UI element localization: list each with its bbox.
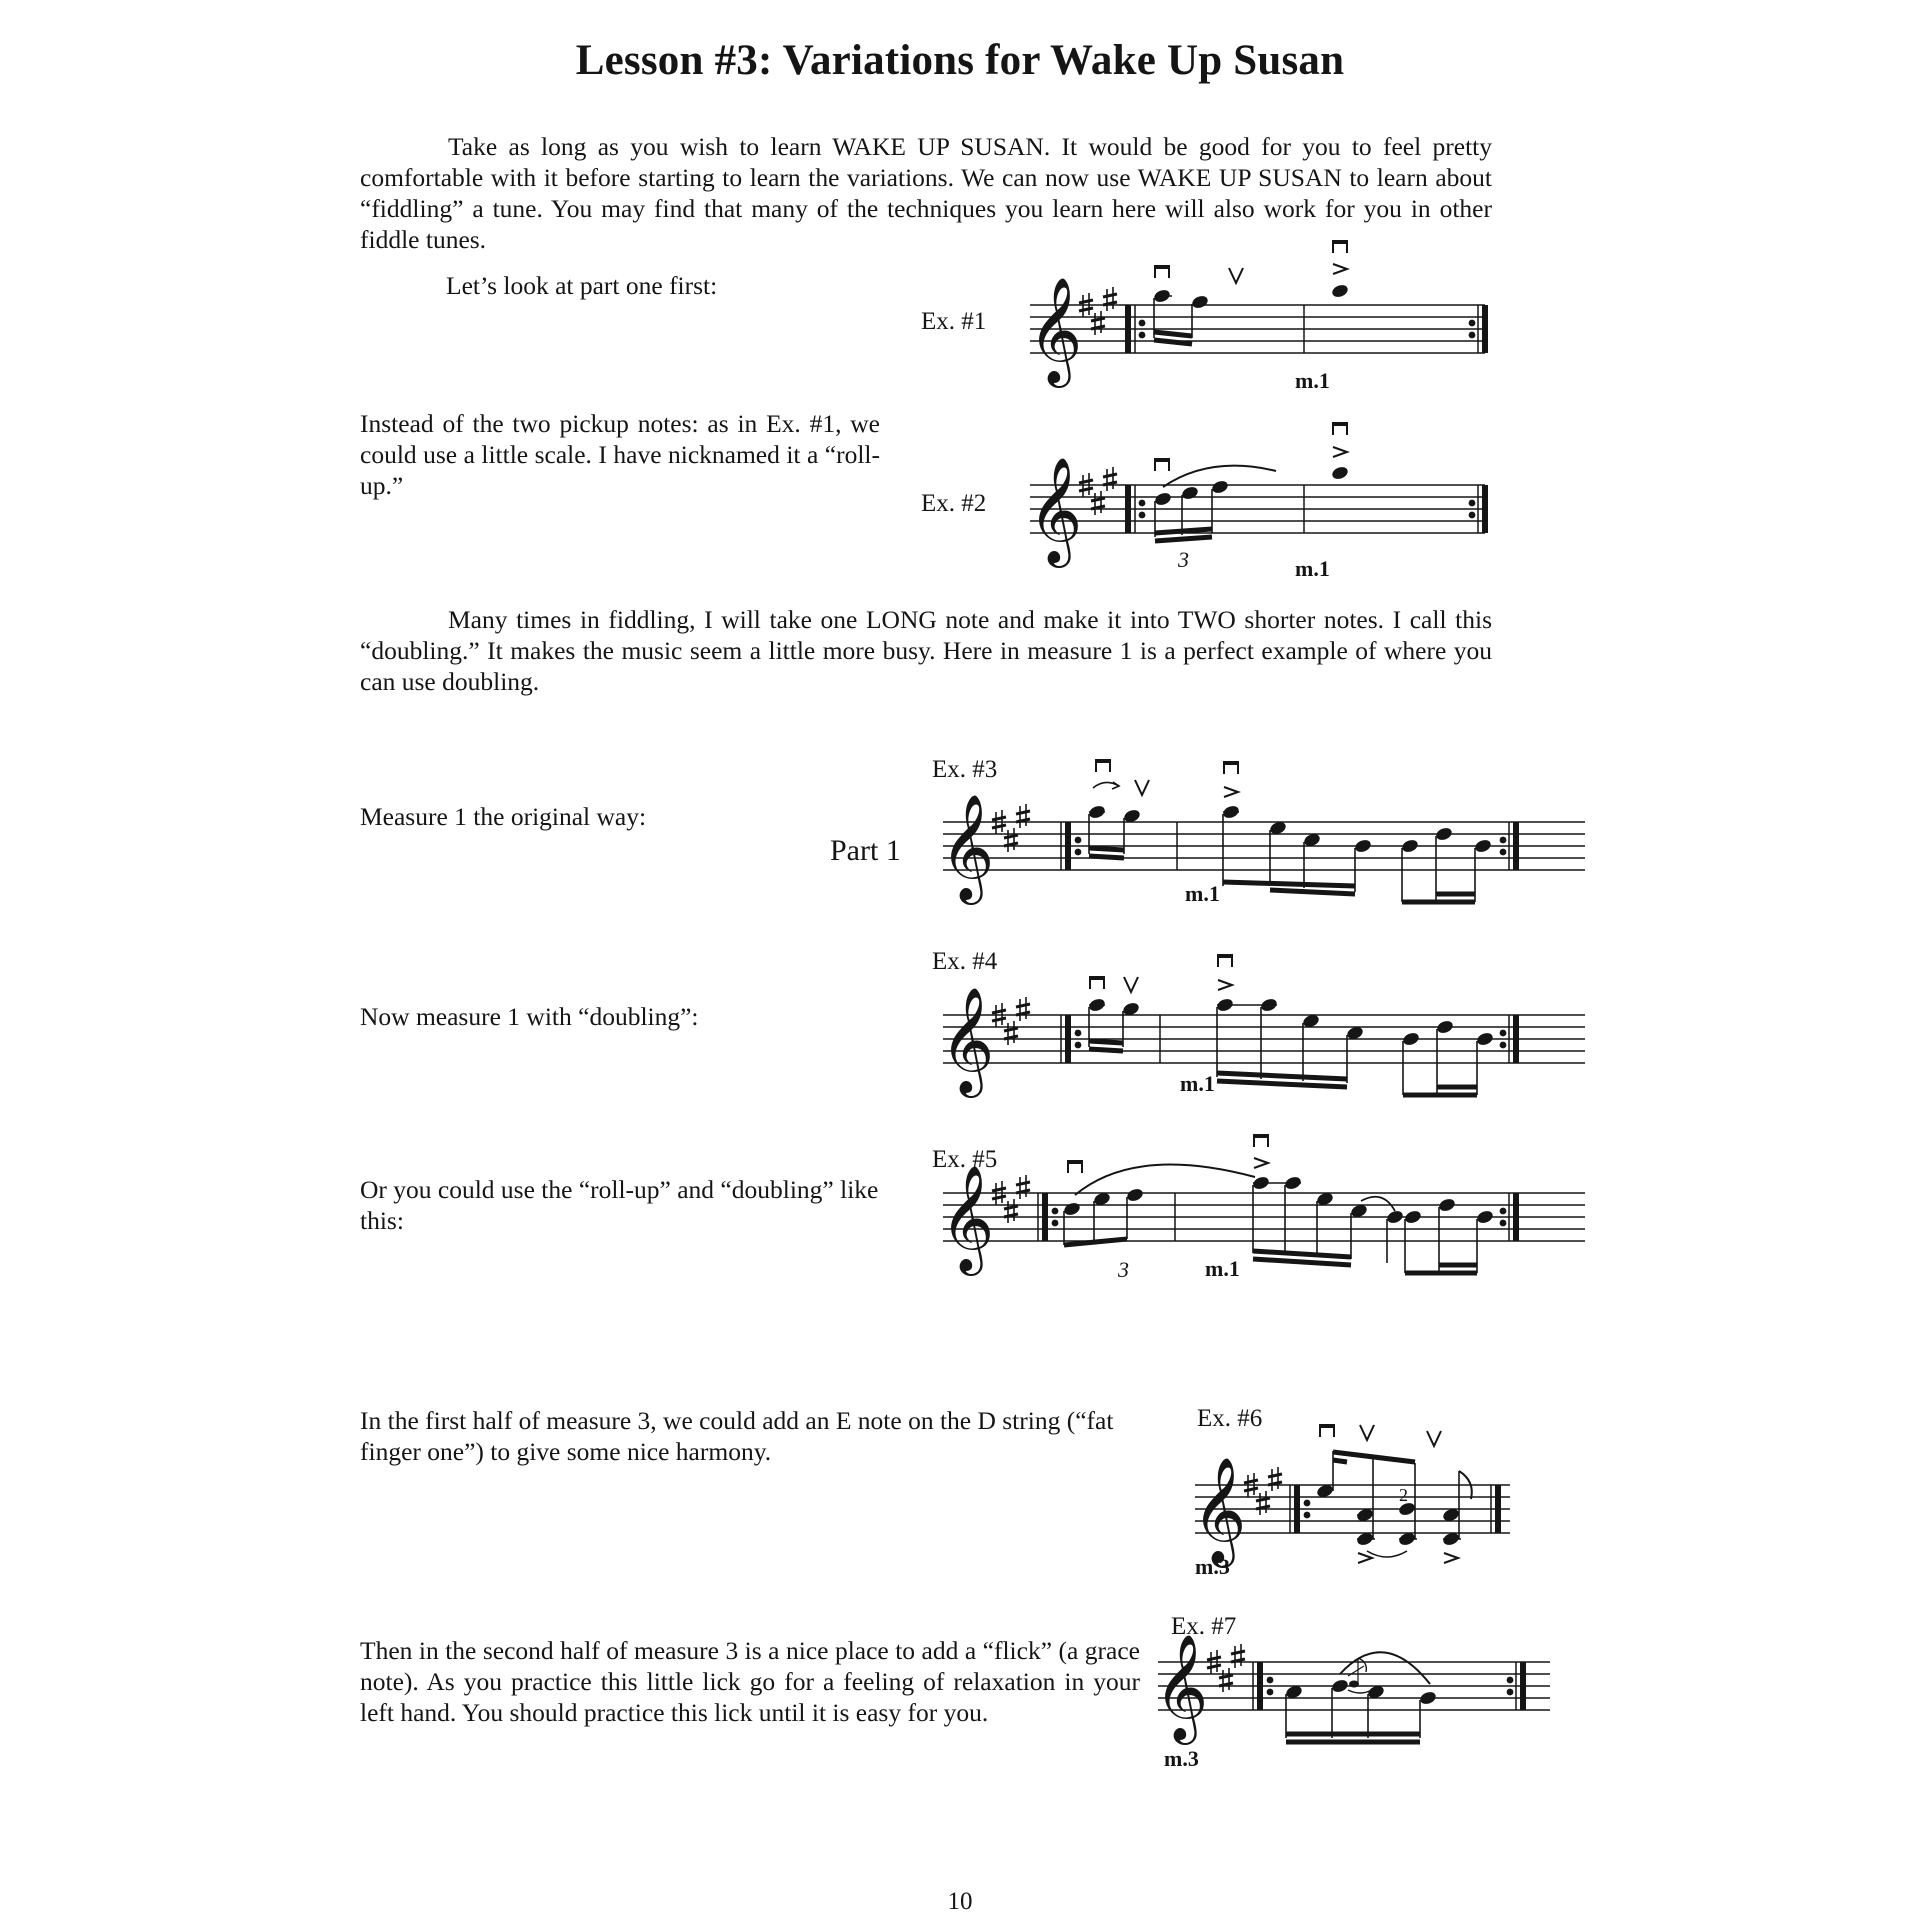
treble-clef-icon: 𝄞: [940, 989, 995, 1091]
ex3-measure-label: m.1: [1185, 881, 1220, 906]
treble-clef-icon: 𝄞: [1028, 279, 1083, 381]
ex6-label: Ex. #6: [1197, 1405, 1263, 1432]
ex7-measure-label: m.3: [1164, 1746, 1199, 1771]
treble-clef-icon: 𝄞: [1028, 459, 1083, 561]
pickup-text: Instead of the two pickup notes: as in Ex. #1, we could use a little scale. I have nicknamed it a “roll-up.”: [360, 409, 880, 500]
doubling-paragraph: Many times in fiddling, I will take one LONG note and make it into TWO shorter notes. I call this “doubling.” It makes the music seem a little more busy. Here in measure 1 is a perfect example of where you can use doubling.: [360, 605, 1492, 696]
part-1-label: Part 1: [830, 834, 901, 867]
ex2-staff: [1020, 415, 1500, 595]
treble-clef-icon: 𝄞: [940, 1167, 995, 1269]
ex6-staff: [1185, 1415, 1545, 1615]
part-one-text: Let’s look at part one first:: [446, 271, 718, 300]
ex7-staff: [1150, 1618, 1570, 1778]
rollup-doubling-text: Or you could use the “roll-up” and “doubling” like this:: [360, 1175, 879, 1235]
ex3-label: Ex. #3: [932, 756, 998, 783]
ex6-fingering: 2: [1399, 1485, 1408, 1505]
ex6-measure-label: m.3: [1195, 1554, 1230, 1579]
treble-clef-icon: 𝄞: [940, 796, 995, 898]
ex1-measure-label: m.1: [1295, 368, 1330, 393]
flick-text: Then in the second half of measure 3 is a nice place to add a “flick” (a grace note). As you practice this little lick go for a feeling of relaxation in your left hand. You should practice this lick until it is easy for you.: [360, 1636, 1140, 1727]
harmony-text: In the first half of measure 3, we could add an E note on the D string (“fat finger one”) to give some nice harmony.: [360, 1406, 1114, 1466]
ex3-staff: [935, 770, 1595, 930]
page-number: 10: [947, 1888, 973, 1915]
ex1-label: Ex. #1: [921, 308, 987, 335]
with-doubling-text: Now measure 1 with “doubling”:: [360, 1002, 699, 1031]
ex4-staff: [935, 963, 1595, 1123]
ex2-measure-label: m.1: [1295, 556, 1330, 581]
ex5-label: Ex. #5: [932, 1146, 998, 1173]
ex7-label: Ex. #7: [1171, 1613, 1237, 1640]
ex5-triplet-mark: 3: [1118, 1257, 1129, 1282]
ex2-triplet-mark: 3: [1178, 547, 1189, 572]
page-title: Lesson #3: Variations for Wake Up Susan: [575, 37, 1345, 84]
ex4-label: Ex. #4: [932, 948, 998, 975]
original-way-text: Measure 1 the original way:: [360, 802, 647, 831]
ex1-staff: [1020, 235, 1500, 415]
treble-clef-icon: 𝄞: [1192, 1459, 1247, 1561]
ex5-staff: [935, 1135, 1595, 1295]
ex4-measure-label: m.1: [1180, 1071, 1215, 1096]
ex5-measure-label: m.1: [1205, 1256, 1240, 1281]
ex2-label: Ex. #2: [921, 490, 987, 517]
treble-clef-icon: 𝄞: [1154, 1636, 1209, 1738]
intro-paragraph: Take as long as you wish to learn WAKE UP SUSAN. It would be good for you to feel pretty comfortable with it before starting to learn the variations. We can now use WAKE UP SUSAN to learn about “fiddling” a tune. You may find that many of the techniques you learn here will also work for you in other fiddle tunes.: [360, 132, 1492, 254]
